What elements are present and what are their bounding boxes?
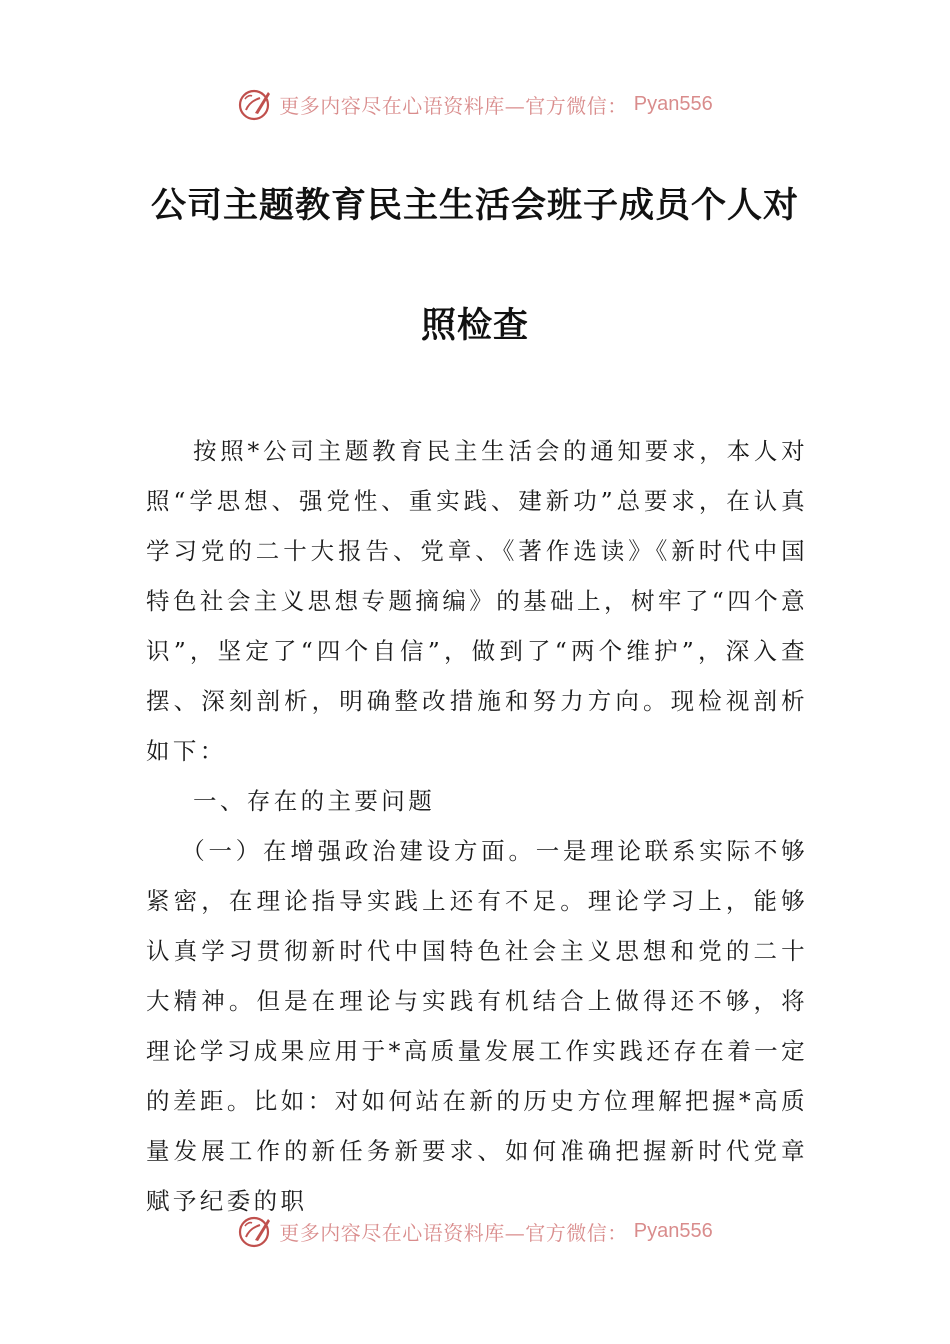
watermark-wechat-id: Pyan556 bbox=[633, 92, 713, 115]
watermark-text: 更多内容尽在心语资料库—官方微信： bbox=[279, 1220, 628, 1245]
document-title-line-2: 照检查 bbox=[420, 306, 529, 346]
section-heading-1: 一、存在的主要问题 bbox=[193, 787, 436, 815]
document-title-line-1: 公司主题教育民主生活会班子成员个人对 bbox=[150, 186, 799, 226]
header-watermark bbox=[0, 84, 950, 124]
pen-logo-icon bbox=[237, 86, 273, 122]
footer-watermark bbox=[0, 1211, 950, 1251]
pen-logo-icon bbox=[237, 1213, 273, 1249]
watermark-text: 更多内容尽在心语资料库—官方微信： bbox=[279, 93, 628, 118]
subsection-paragraph-1: （一）在增强政治建设方面。一是理论联系实际不够紧密，在理论指导实践上还有不足。理论学习上，能够认真学习贯彻新时代中国特色社会主义思想和党的二十大精神。但是在理论与实践有机结合上做得还不够，将理论学习成果应用于*高质量发展工作实践还存在着一定的差距。比如：对如何站在新的历史方位理解把握*高质量发展工作的新任务新要求、如何准确把握新时代党章赋予纪委的职 bbox=[146, 837, 808, 1215]
intro-paragraph: 按照*公司主题教育民主生活会的通知要求，本人对照“学思想、强党性、重实践、建新功”总要求，在认真学习党的二十大报告、党章、《著作选读》《新时代中国特色社会主义思想专题摘编》的基础上，树牢了“四个意识”，坚定了“四个自信”，做到了“两个维护”，深入查摆、深刻剖析，明确整改措施和努力方向。现检视剖析如下： bbox=[146, 437, 808, 765]
document-body bbox=[146, 426, 808, 1226]
watermark-wechat-id: Pyan556 bbox=[633, 1219, 713, 1242]
